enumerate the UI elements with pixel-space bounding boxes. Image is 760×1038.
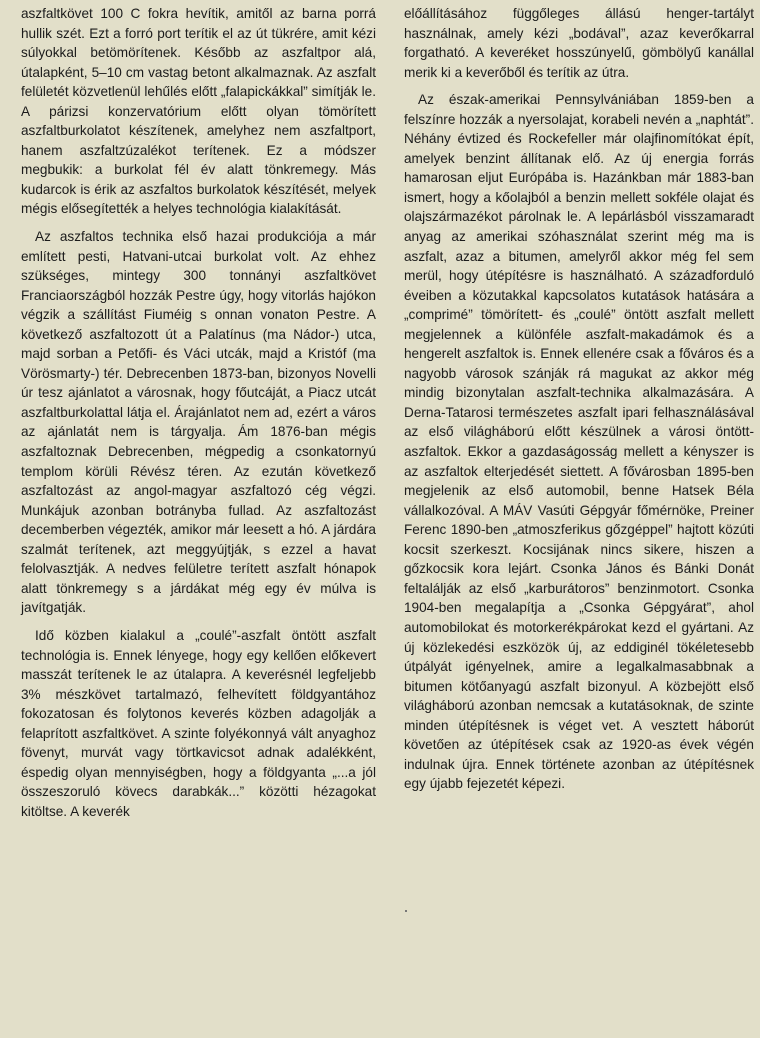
paragraph: előállításához függőleges állású henger-tartályt használnak, amely kézi „bodával”, azaz keverőkarral forgatható. A keveréket hosszúnyelű, gömbölyű kanállal merik ki a keverőből és terítik az útra. (404, 6, 754, 80)
left-text-column (21, 4, 376, 821)
paragraph: Idő közben kialakul a „coulé”-aszfalt öntött aszfalt technológia is. Ennek lényege, hogy egy kellően előkevert masszát terítenek le az útalapra. A keverésnél legfeljebb 3% mészkövet tartalmazó, felhevített földgyantához fokozatosan és folytonos keverés közben adagolják a felaprított aszfaltkövet. A szinte folyékonnyá vált anyaghoz fövenyt, murvát vagy törtkavicsot adnak adalékként, éspedig olyan mennyiségben, hogy a földgyanta „...a jól összeszoruló kövecs darabkák...” közötti hézagokat kitöltse. A keverék (21, 627, 376, 819)
paragraph: aszfaltkövet 100 C fokra hevítik, amitől az barna porrá hullik szét. Ezt a forró port terítik el az út tükrére, amit kézi súlyokkal betömörítenek. Később az aszfaltpor alá, útalapként, 5–10 cm vastag betont alkalmaznak. Az aszfalt felületét közvetlenül lehűlés előtt „falapickákkal” simítják le. A párizsi konzervatórium előtt olyan tömörített aszfaltburkolatot készítenek, amelyhez nem aszfaltport, hanem aszfaltzúzalékot terítenek. Ez a módszer megbukik: a burkolat fél év alatt tönkremegy. Más kudarcok is érik az aszfaltos burkolatok készítését, melyek mégis elősegítették a helyes technológia kialakítását. (21, 6, 376, 217)
paragraph: Az aszfaltos technika első hazai produkciója a már említett pesti, Hatvani-utcai burkolat volt. Az ehhez szükséges, mintegy 300 tonnányi aszfaltkövet Franciaországból hozzák Pestre úgy, hogy vitorlás hajókon végzik a szállítást Fiuméig s onnan vonaton Pestre. A következő aszfaltozott út a Palatínus (ma Nádor-) utca, majd sorban a Petőfi- és Váci utcák, majd a Kristóf (ma Vörösmarty-) tér. Debrecenben 1873-ban, bizonyos Novelli úr tesz ajánlatot a városnak, hogy főutcáját, a Piacz utcát aszfaltburkolattal látja el. Árajánlatot nem ad, ezért a város az ajánlatát nem is tárgyalja. Ám 1876-ban mégis aszfaltoznak Debrecenben, mégpedig a csonkatornyú templom körüli Révész téren. Az ezután következő aszfaltozást az angol-magyar aszfaltozó cég végzi. Munkájuk azonban botrányba fullad. Az aszfaltozást decemberben végezték, amikor már leesett a hó. A járdára szalmát terítenek, azt meggyújtják, s ezzel a havat felolvasztják. A nedves felületre terített aszfalt hónapok alatt tönkremegy s a járdákat még egy év múlva is javítgatják. (21, 229, 376, 616)
scan-speck (405, 910, 407, 912)
right-text-column (404, 4, 754, 794)
paragraph: Az észak-amerikai Pennsylvániában 1859-ben a felszínre hozzák a nyersolajat, korabeli nevén a „naphtát”. Néhány évtized és Rockefeller már olajfinomítókat épít, amelyek benzint állítanak elő. Az új energia forrás hamarosan eljut Európába is. Hazánkban már 1883-ban ismert, hogy a kőolajból a benzin mellett sokféle olajat és olajszármazékot párolnak le. A lepárlásból visszamaradt anyag az amerikai szóhasználat szerint még ma is aszfalt, azaz a bitumen, amelyről akkor még fel sem merül, hogy útépítésre is használható. A századforduló éveiben a közutakkal kapcsolatos kutatások hatására a „comprimé” tömörített- és „coulé” öntött aszfalt mellett megjelennek a különféle aszfalt-makadámok és a hengerelt aszfaltok is. Ennek ellenére csak a főváros és a nagyobb városok szánják rá magukat az akkor még mindig bizonytalan aszfalt-technika alkalmazására. A Derna-Tatarosi természetes aszfalt ipari felhasználásával az első világháború előtt készülnek a városi öntött-aszfaltok. Ekkor a gazdaságosság mellett a kényszer is az aszfaltok elterjedését siettett. A fővárosban 1895-ben megjelenik az első automobil, benne Hatsek Béla vállalkozóval. A MÁV Vasúti Gépgyár főmérnöke, Preiner Ferenc 1890-ben „atmoszferikus gőzgéppel” hajtott közúti kocsit szerkeszt. Kocsijának nincs sikere, hiszen a gőzkocsik kora lejárt. Csonka János és Bánki Donát feltalálják az első „karburátoros” benzinmotort. Csonka 1904-ben megalapítja a „Csonka Gépgyárat”, ahol automobilokat és motorkerékpárokat kezd el gyártani. Az új közlekedési eszközök új, az eddiginél tökéletesebb útpályát igényelnek, amire a legalkalmasabbnak a bitumen kötőanyagú aszfalt bizonyul. A közbejött első világháború azonban nemcsak a kutatásoknak, de szinte minden útépítésnek is véget vet. A vesztett háborút követően az útépítések csak az 1920-as évek végén indulnak újra. Ennek története azonban az útépítésnek egy újabb fejezetét képezi. (404, 92, 754, 792)
